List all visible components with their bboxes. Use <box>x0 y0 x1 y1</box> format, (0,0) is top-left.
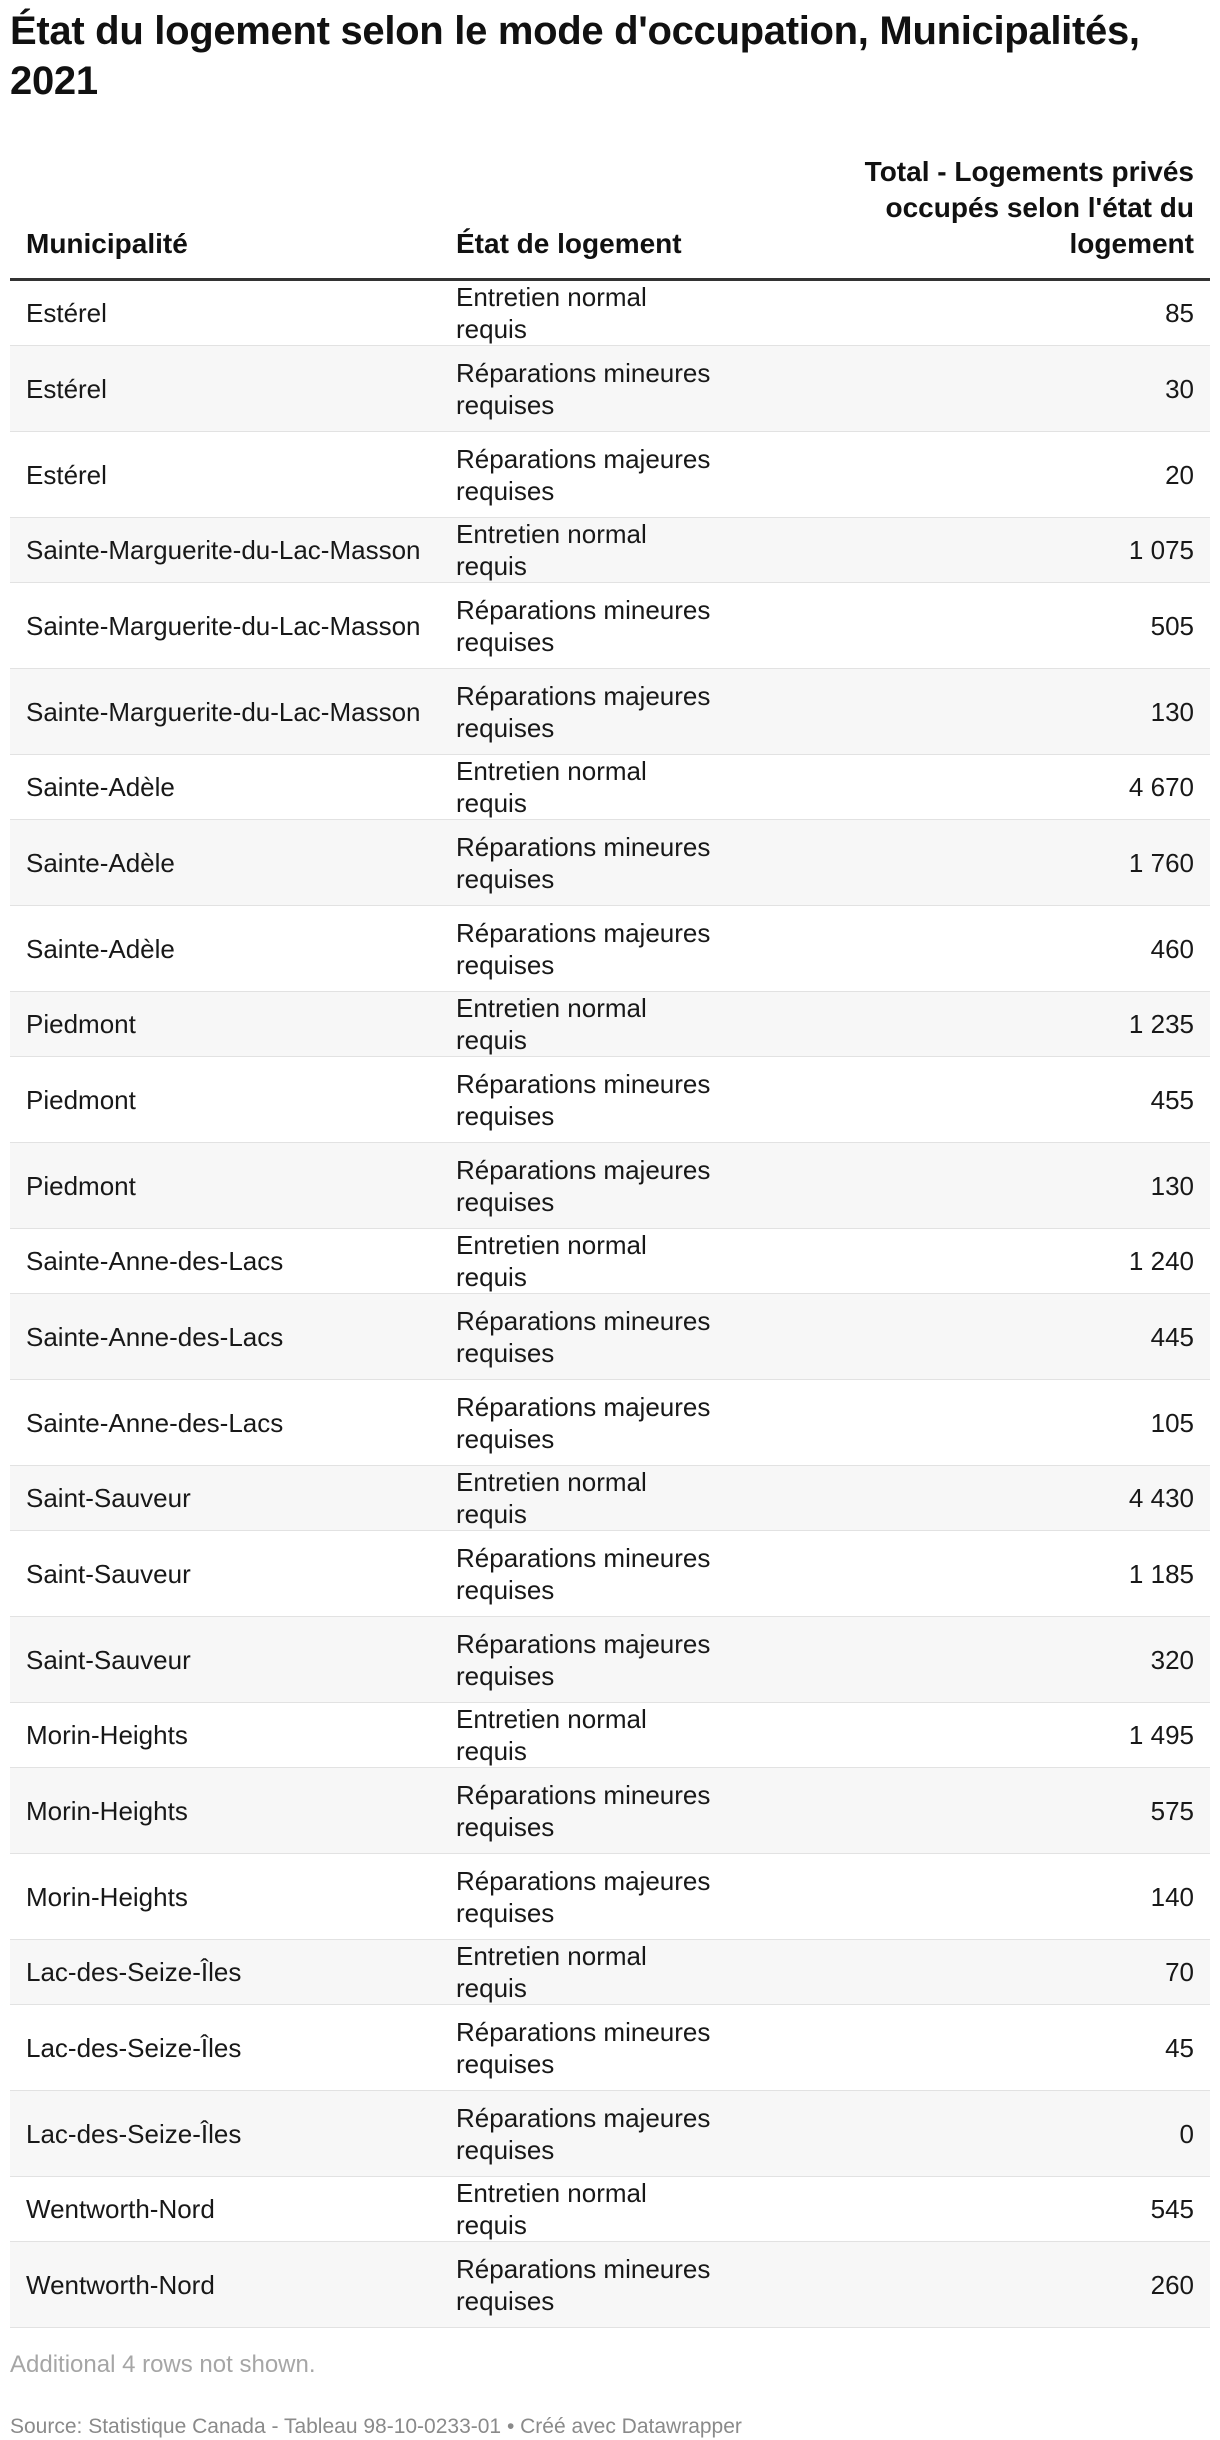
cell-etat-logement: Entretien normal requis <box>440 992 740 1057</box>
cell-total: 460 <box>740 906 1210 992</box>
cell-municipalite: Lac-des-Seize-Îles <box>10 2005 440 2091</box>
cell-total: 1 495 <box>740 1703 1210 1768</box>
cell-municipalite: Estérel <box>10 280 440 346</box>
cell-total: 20 <box>740 432 1210 518</box>
cell-total: 575 <box>740 1768 1210 1854</box>
cell-municipalite: Saint-Sauveur <box>10 1617 440 1703</box>
table-row <box>10 1531 1210 1617</box>
table-row <box>10 906 1210 992</box>
table-body <box>10 280 1210 2328</box>
table-row <box>10 1294 1210 1380</box>
cell-municipalite: Morin-Heights <box>10 1768 440 1854</box>
cell-municipalite: Sainte-Adèle <box>10 906 440 992</box>
cell-etat-logement: Réparations mineures requises <box>440 346 740 432</box>
cell-etat-logement: Réparations majeures requises <box>440 1854 740 1940</box>
cell-etat-logement: Réparations majeures requises <box>440 669 740 755</box>
cell-municipalite: Sainte-Anne-des-Lacs <box>10 1294 440 1380</box>
table-row <box>10 280 1210 346</box>
table-row <box>10 432 1210 518</box>
cell-total: 1 075 <box>740 518 1210 583</box>
cell-etat-logement: Réparations mineures requises <box>440 1531 740 1617</box>
cell-municipalite: Morin-Heights <box>10 1703 440 1768</box>
cell-total: 130 <box>740 669 1210 755</box>
chart-title: État du logement selon le mode d'occupation, Municipalités, 2021 <box>10 9 1140 103</box>
cell-etat-logement: Entretien normal requis <box>440 755 740 820</box>
cell-municipalite: Lac-des-Seize-Îles <box>10 1940 440 2005</box>
cell-etat-logement: Réparations mineures requises <box>440 1057 740 1143</box>
cell-total: 4 430 <box>740 1466 1210 1531</box>
table-row <box>10 518 1210 583</box>
cell-total: 0 <box>740 2091 1210 2177</box>
cell-municipalite: Piedmont <box>10 992 440 1057</box>
cell-total: 1 235 <box>740 992 1210 1057</box>
cell-etat-logement: Réparations mineures requises <box>440 2242 740 2328</box>
cell-municipalite: Sainte-Marguerite-du-Lac-Masson <box>10 518 440 583</box>
table-row <box>10 755 1210 820</box>
cell-etat-logement: Réparations majeures requises <box>440 1143 740 1229</box>
cell-total: 70 <box>740 1940 1210 2005</box>
table-row <box>10 1229 1210 1294</box>
table-row <box>10 1854 1210 1940</box>
cell-total: 4 670 <box>740 755 1210 820</box>
cell-total: 505 <box>740 583 1210 669</box>
cell-etat-logement: Entretien normal requis <box>440 1940 740 2005</box>
cell-etat-logement: Réparations majeures requises <box>440 1617 740 1703</box>
cell-etat-logement: Réparations majeures requises <box>440 1380 740 1466</box>
cell-total: 30 <box>740 346 1210 432</box>
cell-municipalite: Sainte-Adèle <box>10 820 440 906</box>
cell-etat-logement: Entretien normal requis <box>440 1229 740 1294</box>
table-row <box>10 2177 1210 2242</box>
cell-etat-logement: Réparations majeures requises <box>440 432 740 518</box>
table-row <box>10 1940 1210 2005</box>
table-row <box>10 583 1210 669</box>
table-row <box>10 2005 1210 2091</box>
cell-municipalite: Sainte-Adèle <box>10 755 440 820</box>
table-row <box>10 992 1210 1057</box>
cell-etat-logement: Réparations mineures requises <box>440 1294 740 1380</box>
cell-municipalite: Morin-Heights <box>10 1854 440 1940</box>
cell-municipalite: Sainte-Anne-des-Lacs <box>10 1229 440 1294</box>
table-row <box>10 2091 1210 2177</box>
cell-etat-logement: Réparations majeures requises <box>440 906 740 992</box>
cell-municipalite: Wentworth-Nord <box>10 2177 440 2242</box>
cell-total: 320 <box>740 1617 1210 1703</box>
cell-total: 130 <box>740 1143 1210 1229</box>
cell-etat-logement: Entretien normal requis <box>440 1703 740 1768</box>
table-row <box>10 346 1210 432</box>
table-row <box>10 1057 1210 1143</box>
table-row <box>10 820 1210 906</box>
table-row <box>10 669 1210 755</box>
column-header-etat-logement[interactable]: État de logement <box>440 154 740 280</box>
cell-etat-logement: Réparations mineures requises <box>440 2005 740 2091</box>
cell-municipalite: Saint-Sauveur <box>10 1466 440 1531</box>
table-row <box>10 1143 1210 1229</box>
cell-municipalite: Sainte-Marguerite-du-Lac-Masson <box>10 583 440 669</box>
data-table <box>10 154 1210 2328</box>
table-row <box>10 1380 1210 1466</box>
cell-etat-logement: Entretien normal requis <box>440 1466 740 1531</box>
cell-etat-logement: Entretien normal requis <box>440 2177 740 2242</box>
cell-total: 85 <box>740 280 1210 346</box>
cell-total: 1 240 <box>740 1229 1210 1294</box>
cell-etat-logement: Entretien normal requis <box>440 280 740 346</box>
table-row <box>10 1466 1210 1531</box>
column-header-total[interactable]: Total - Logements privés occupés selon l'état du logement <box>740 154 1210 280</box>
cell-etat-logement: Entretien normal requis <box>440 518 740 583</box>
column-header-municipalite[interactable]: Municipalité <box>10 154 440 280</box>
cell-municipalite: Wentworth-Nord <box>10 2242 440 2328</box>
cell-etat-logement: Réparations mineures requises <box>440 820 740 906</box>
table-header <box>10 154 1210 280</box>
cell-municipalite: Saint-Sauveur <box>10 1531 440 1617</box>
cell-etat-logement: Réparations majeures requises <box>440 2091 740 2177</box>
cell-total: 260 <box>740 2242 1210 2328</box>
cell-municipalite: Sainte-Anne-des-Lacs <box>10 1380 440 1466</box>
table-row <box>10 1617 1210 1703</box>
table-row <box>10 1768 1210 1854</box>
rows-hidden-note: Additional 4 rows not shown. <box>10 2351 316 2378</box>
cell-municipalite: Piedmont <box>10 1143 440 1229</box>
table-row <box>10 1703 1210 1768</box>
cell-municipalite: Estérel <box>10 346 440 432</box>
cell-total: 545 <box>740 2177 1210 2242</box>
cell-total: 445 <box>740 1294 1210 1380</box>
cell-total: 105 <box>740 1380 1210 1466</box>
cell-municipalite: Estérel <box>10 432 440 518</box>
cell-municipalite: Piedmont <box>10 1057 440 1143</box>
cell-etat-logement: Réparations mineures requises <box>440 583 740 669</box>
table-row <box>10 2242 1210 2328</box>
cell-total: 1 185 <box>740 1531 1210 1617</box>
cell-total: 455 <box>740 1057 1210 1143</box>
cell-etat-logement: Réparations mineures requises <box>440 1768 740 1854</box>
source-footer: Source: Statistique Canada - Tableau 98-10-0233-01 • Créé avec Datawrapper <box>10 2415 742 2438</box>
cell-total: 1 760 <box>740 820 1210 906</box>
cell-total: 140 <box>740 1854 1210 1940</box>
cell-total: 45 <box>740 2005 1210 2091</box>
cell-municipalite: Sainte-Marguerite-du-Lac-Masson <box>10 669 440 755</box>
cell-municipalite: Lac-des-Seize-Îles <box>10 2091 440 2177</box>
